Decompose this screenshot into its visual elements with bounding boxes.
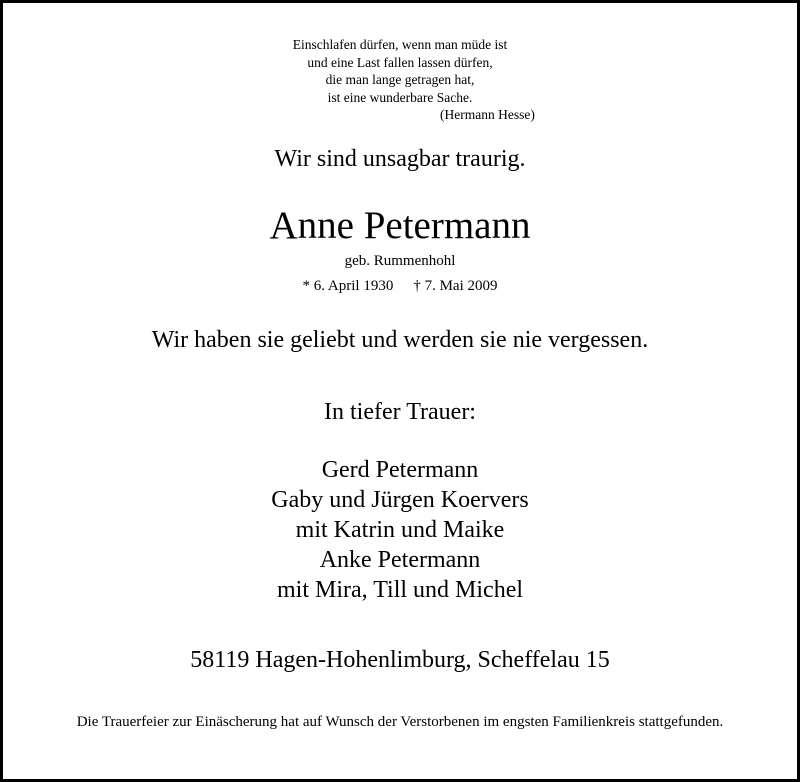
intro-text: Wir sind unsagbar traurig. bbox=[274, 146, 526, 172]
mourner-line: mit Mira, Till und Michel bbox=[276, 577, 524, 603]
poem-line: ist eine wunderbare Sache. bbox=[327, 89, 473, 105]
funeral-note: Die Trauerfeier zur Einäscherung hat auf Wunsch der Verstorbenen im engsten Familienkreis stattgefunden. bbox=[76, 714, 724, 730]
birth-date: * 6. April 1930 bbox=[302, 278, 394, 294]
life-dates bbox=[3, 278, 797, 295]
poem-line: die man lange getragen hat, bbox=[325, 72, 475, 87]
mourner-line: Anke Petermann bbox=[319, 547, 481, 573]
mourner-line: Gerd Petermann bbox=[321, 457, 479, 483]
mourner-line: Gaby und Jürgen Koervers bbox=[271, 487, 529, 513]
poem-line: Einschlafen dürfen, wenn man müde ist bbox=[292, 37, 508, 52]
family-address: 58119 Hagen-Hohenlimburg, Scheffelau 15 bbox=[190, 647, 610, 673]
deceased-name: Anne Petermann bbox=[269, 204, 531, 247]
mourner-line: mit Katrin und Maike bbox=[295, 517, 505, 543]
remembrance-text: Wir haben sie geliebt und werden sie nie vergessen. bbox=[151, 327, 649, 353]
birth-name: geb. Rummenhohl bbox=[344, 253, 456, 269]
mourning-heading: In tiefer Trauer: bbox=[324, 399, 476, 425]
poem-quote bbox=[3, 36, 797, 122]
poem-line: und eine Last fallen lassen dürfen, bbox=[307, 54, 493, 70]
poem-author: (Hermann Hesse) bbox=[440, 107, 535, 122]
mourners-list bbox=[3, 455, 797, 605]
death-date: † 7. Mai 2009 bbox=[413, 278, 498, 294]
